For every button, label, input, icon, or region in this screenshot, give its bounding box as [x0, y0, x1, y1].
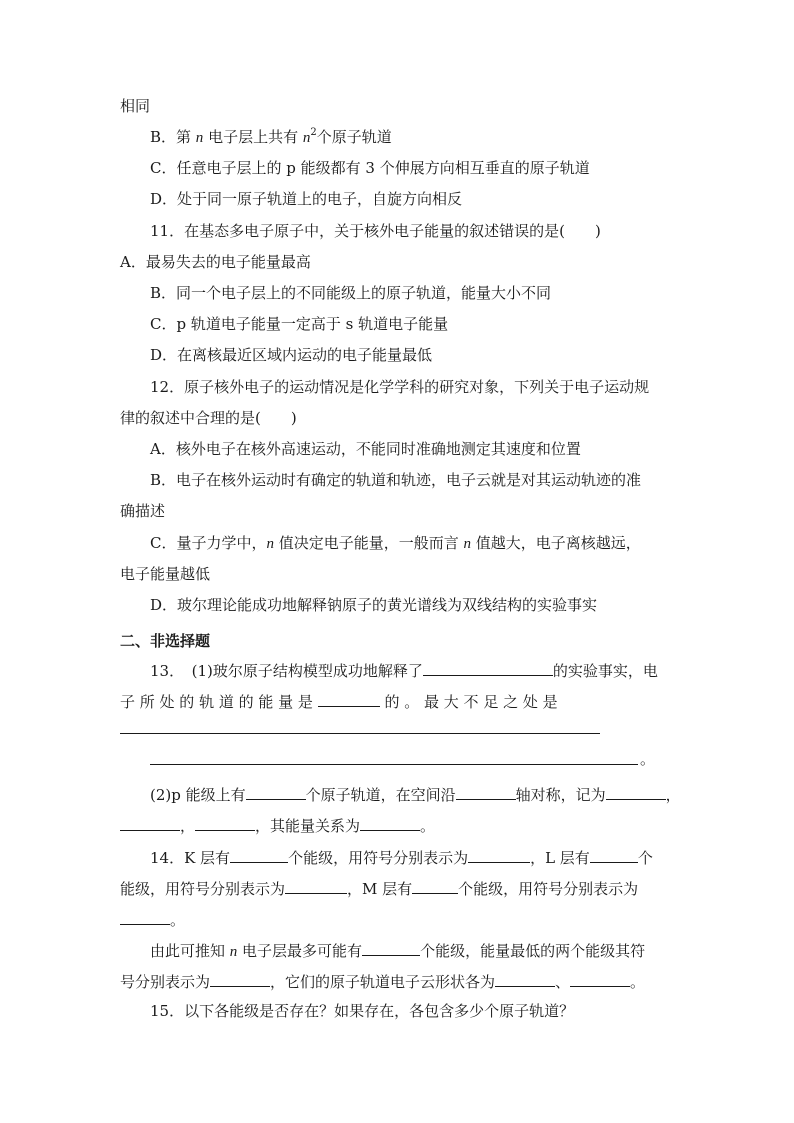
answer-blank[interactable] — [412, 876, 458, 894]
q14-line4: 由此可推知 n 电子层最多可能有 个能级，能量最低的两个能级其符 — [150, 938, 706, 963]
q15-stem: 15．以下各能级是否存在？如果存在，各包含多少个原子轨道？ — [150, 1002, 575, 1020]
q11-option-a: A．最易失去的电子能量最高 — [120, 253, 311, 271]
answer-line[interactable] — [120, 733, 600, 734]
answer-blank[interactable] — [590, 845, 638, 863]
answer-blank[interactable] — [120, 813, 180, 831]
q12-stem-line2: 律的叙述中合理的是( ) — [120, 409, 297, 427]
answer-blank[interactable] — [230, 845, 288, 863]
answer-blank[interactable] — [606, 782, 666, 800]
q13-line2: 子 所 处 的 轨 道 的 能 量 是 的 。 最 大 不 足 之 处 是 — [120, 689, 676, 713]
q12-option-b-line2: 确描述 — [120, 502, 166, 520]
q12-stem-line1: 12．原子核外电子的运动情况是化学学科的研究对象，下列关于电子运动规 — [150, 378, 650, 396]
q12-option-a: A．核外电子在核外高速运动，不能同时准确地测定其速度和位置 — [150, 440, 581, 458]
q11-stem: 11．在基态多电子原子中，关于核外电子能量的叙述错误的是( ) — [150, 222, 601, 240]
q12-option-c-line2: 电子能量越低 — [120, 565, 211, 583]
answer-blank[interactable] — [362, 938, 420, 956]
answer-blank[interactable] — [210, 969, 270, 987]
q10-option-b: B．第 n 电子层上共有 $n^2$个原子轨道 — [150, 127, 392, 146]
section-title: 二、非选择题 — [120, 632, 211, 650]
answer-blank[interactable] — [360, 813, 420, 831]
answer-blank[interactable] — [570, 969, 630, 987]
q10-option-d: D．处于同一原子轨道上的电子，自旋方向相反 — [150, 190, 463, 208]
answer-line[interactable] — [150, 764, 638, 765]
answer-blank[interactable] — [246, 782, 306, 800]
q12-option-b-line1: B．电子在核外运动时有确定的轨道和轨迹，电子云就是对其运动轨迹的准 — [150, 471, 642, 489]
q13-line4: ， ，其能量关系为 。 — [120, 813, 676, 837]
q13-end-mark: 。 — [640, 750, 656, 768]
q11-option-d: D．在离核最近区域内运动的电子能量最低 — [150, 346, 433, 364]
q12-option-c-line1: C．量子力学中，n 值决定电子能量，一般而言 n 值越大，电子离核越远， — [150, 534, 641, 552]
q12-option-d: D．玻尔理论能成功地解释钠原子的黄光谱线为双线结构的实验事实 — [150, 596, 598, 614]
answer-blank[interactable] — [456, 782, 516, 800]
q14-line5: 号分别表示为 ，它们的原子轨道电子云形状各为 、 。 — [120, 969, 676, 993]
q14-line1: 14．K 层有 个能级，用符号分别表示为 ，L 层有 个 — [150, 845, 706, 869]
answer-blank[interactable] — [495, 969, 555, 987]
answer-blank[interactable] — [468, 845, 530, 863]
q14-line3: 。 — [120, 907, 676, 931]
answer-blank[interactable] — [195, 813, 255, 831]
q13-line1: 13． (1)玻尔原子结构模型成功地解释了 的实验事实，电 — [150, 658, 706, 682]
answer-blank[interactable] — [423, 658, 553, 676]
q10-option-c: C．任意电子层上的 p 能级都有 3 个伸展方向相互垂直的原子轨道 — [150, 159, 590, 177]
answer-blank[interactable] — [318, 689, 380, 707]
q11-option-c: C．p 轨道电子能量一定高于 s 轨道电子能量 — [150, 315, 449, 333]
q14-line2: 能级，用符号分别表示为 ，M 层有 个能级，用符号分别表示为 — [120, 876, 676, 900]
answer-blank[interactable] — [285, 876, 347, 894]
q13-line3: (2)p 能级上有 个原子轨道，在空间沿 轴对称，记为 ， — [150, 782, 706, 806]
q11-option-b: B．同一个电子层上的不同能级上的原子轨道，能量大小不同 — [150, 284, 552, 302]
answer-blank[interactable] — [120, 907, 170, 925]
q10-tail: 相同 — [120, 97, 151, 115]
